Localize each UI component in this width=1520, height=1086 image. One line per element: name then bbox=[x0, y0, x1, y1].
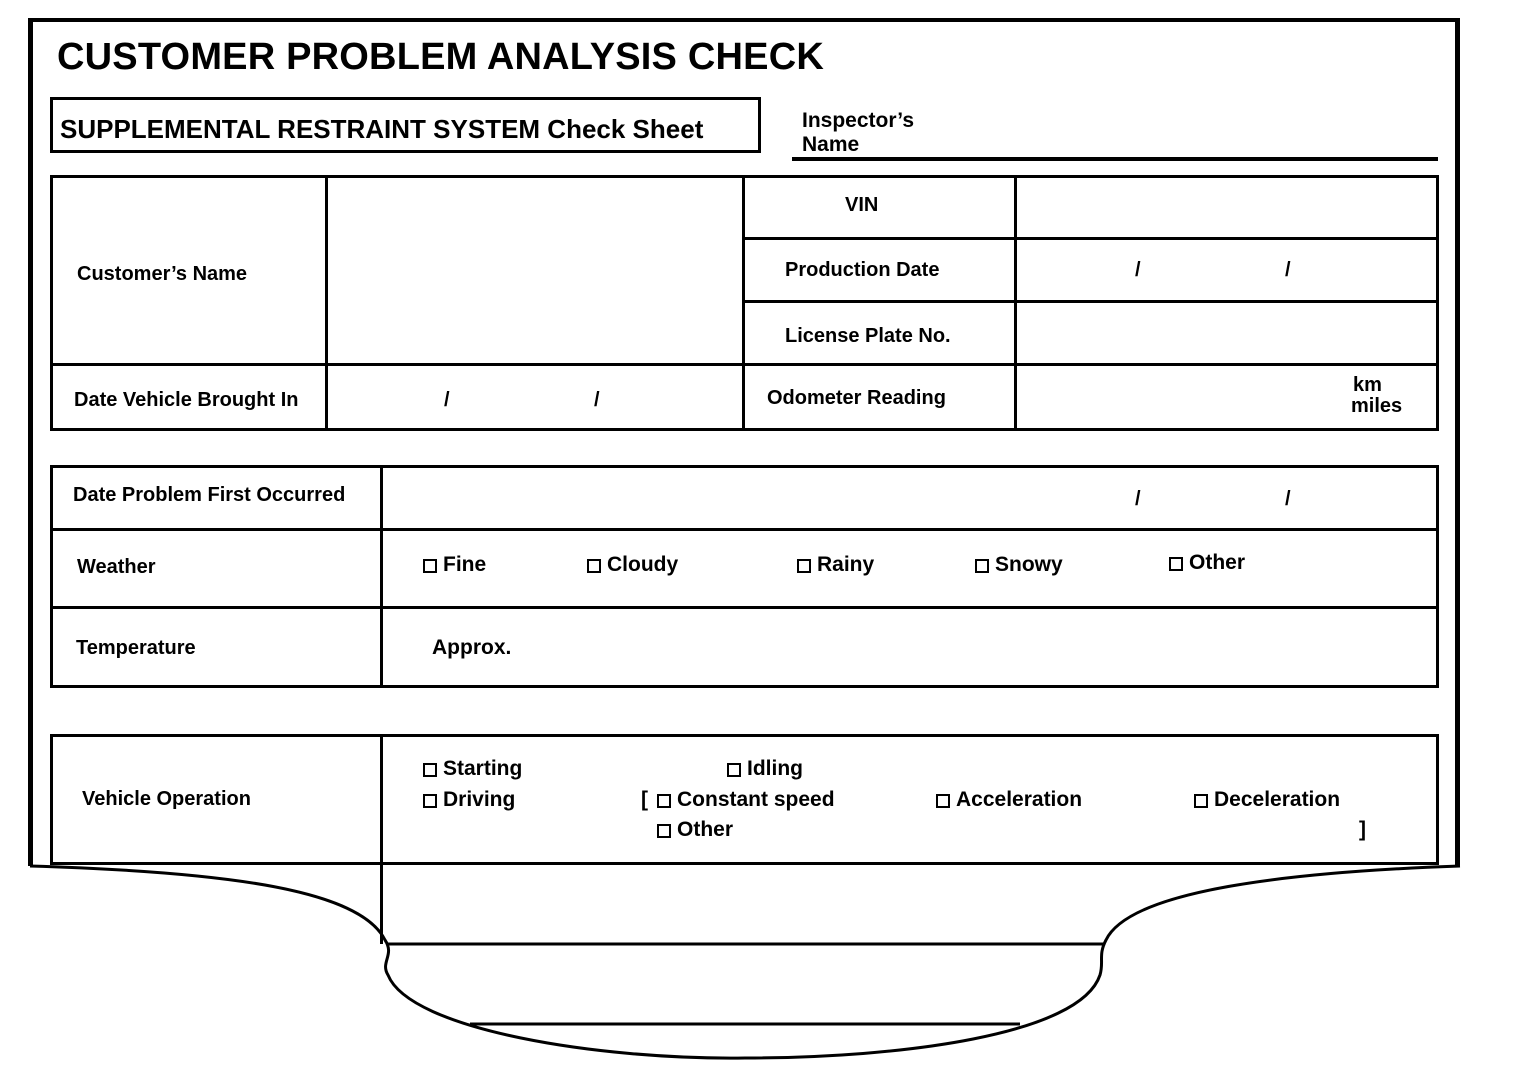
date-separator: / bbox=[444, 389, 450, 411]
vin-label: VIN bbox=[845, 194, 879, 216]
option-label: Rainy bbox=[817, 553, 875, 576]
license-plate-label: License Plate No. bbox=[785, 325, 951, 347]
option-label: Other bbox=[1189, 551, 1246, 574]
temperature-value: Approx. bbox=[432, 636, 512, 659]
bracket-close: ] bbox=[1359, 818, 1366, 841]
option-label: Other bbox=[677, 818, 734, 841]
bracket-open: [ bbox=[641, 788, 648, 811]
date-separator: / bbox=[1135, 259, 1141, 281]
customer-name-label: Customer’s Name bbox=[77, 263, 248, 285]
unit-km: km bbox=[1353, 374, 1382, 396]
date-separator: / bbox=[1285, 259, 1291, 281]
date-problem-label: Date Problem First Occurred bbox=[73, 484, 346, 506]
option-label: Idling bbox=[747, 757, 803, 780]
date-separator: / bbox=[594, 389, 600, 411]
date-brought-in-label: Date Vehicle Brought In bbox=[74, 389, 299, 411]
form-title: CUSTOMER PROBLEM ANALYSIS CHECK bbox=[57, 36, 824, 78]
option-label: Starting bbox=[443, 757, 523, 780]
form-subtitle: SUPPLEMENTAL RESTRAINT SYSTEM Check Sheet bbox=[60, 114, 704, 144]
inspector-name-label: Inspector’s Name bbox=[802, 109, 915, 156]
date-separator: / bbox=[1135, 488, 1141, 510]
odometer-label: Odometer Reading bbox=[767, 387, 946, 409]
option-label: Snowy bbox=[995, 553, 1063, 576]
option-label: Driving bbox=[443, 788, 516, 811]
date-separator: / bbox=[1285, 488, 1291, 510]
unit-miles: miles bbox=[1351, 395, 1403, 417]
option-label: Constant speed bbox=[677, 788, 835, 811]
option-label: Cloudy bbox=[607, 553, 679, 576]
production-date-label: Production Date bbox=[785, 259, 940, 281]
temperature-label: Temperature bbox=[76, 637, 196, 659]
option-label: Deceleration bbox=[1214, 788, 1341, 811]
option-label: Fine bbox=[443, 553, 487, 576]
vehicle-operation-label: Vehicle Operation bbox=[82, 788, 251, 810]
weather-label: Weather bbox=[77, 556, 156, 578]
option-label: Acceleration bbox=[956, 788, 1083, 811]
